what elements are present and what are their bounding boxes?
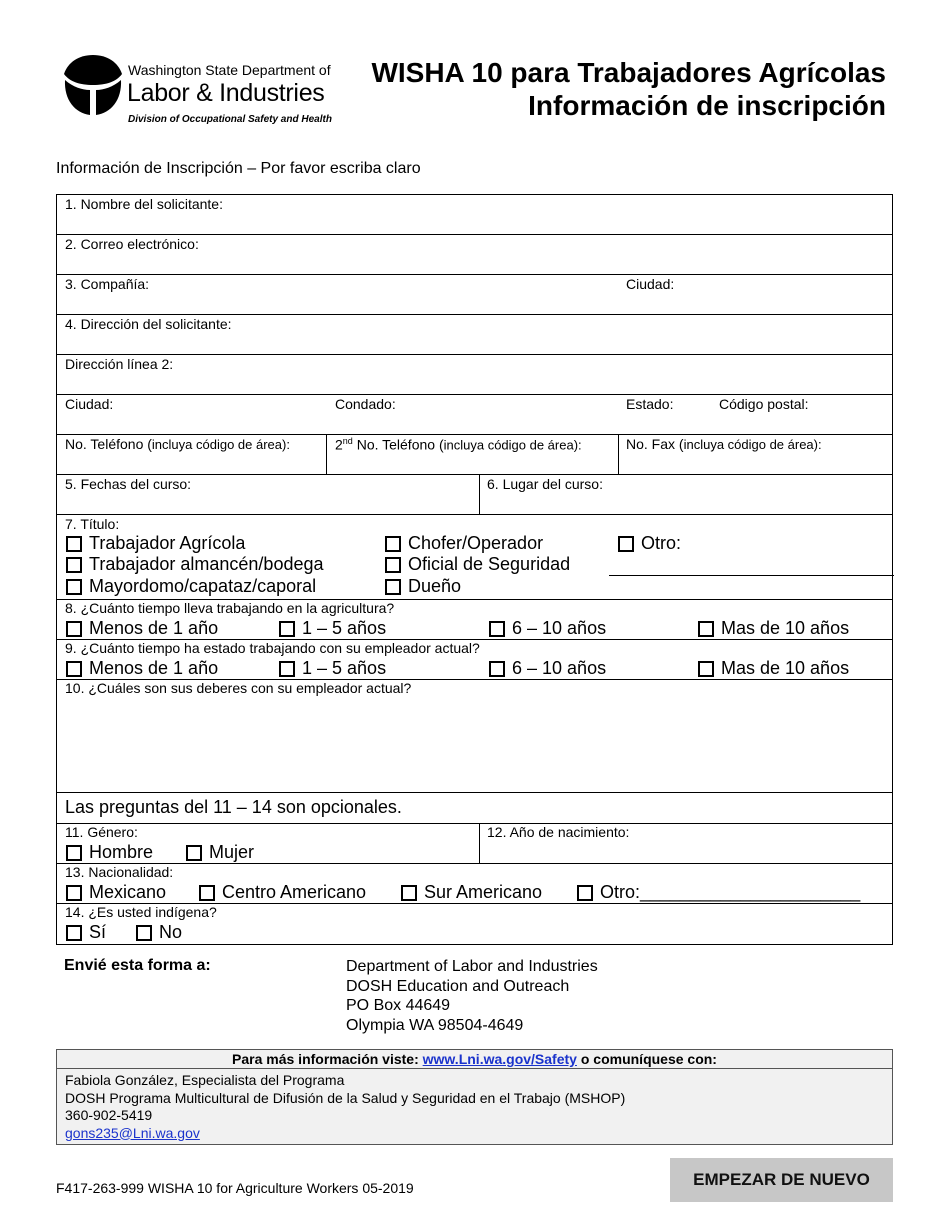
checkbox[interactable] — [66, 661, 82, 677]
checkbox[interactable] — [136, 925, 152, 941]
send-to-label: Envié esta forma a: — [64, 957, 211, 974]
q13-option-other[interactable] — [577, 882, 860, 903]
option-label: Otro:______________________ — [600, 882, 861, 902]
checkbox[interactable] — [199, 885, 215, 901]
q14-option-yes[interactable] — [66, 922, 106, 943]
q9-option-2[interactable] — [279, 658, 386, 679]
option-label: Sí — [89, 922, 107, 942]
option-label: Trabajador almancén/bodega — [89, 554, 324, 574]
q7-option-safety-officer[interactable] — [385, 554, 570, 575]
q7-option-owner[interactable] — [385, 576, 461, 597]
city-label: Ciudad: — [65, 396, 114, 412]
other-underline[interactable] — [609, 575, 894, 576]
q7-option-warehouse[interactable] — [66, 554, 324, 575]
optional-note: Las preguntas del 11 – 14 son opcionales. — [65, 797, 402, 817]
checkbox[interactable] — [489, 661, 505, 677]
contact-info-header — [57, 1050, 892, 1069]
row-q13 — [57, 864, 892, 904]
q9-option-3[interactable] — [489, 658, 606, 679]
q10-label: 10. ¿Cuáles son sus deberes con su empleador actual? — [65, 680, 412, 696]
checkbox[interactable] — [186, 845, 202, 861]
company-label: 3. Compañía: — [65, 276, 150, 292]
q8-option-3[interactable] — [489, 618, 606, 639]
address-line: Department of Labor and Industries — [346, 958, 598, 975]
phone2-prefix: 2 — [335, 436, 343, 453]
q14-label: 14. ¿Es usted indígena? — [65, 904, 217, 920]
divider — [479, 824, 480, 863]
option-label: 6 – 10 años — [512, 618, 607, 638]
mailing-address — [346, 957, 598, 1035]
contact-info-box — [56, 1049, 893, 1145]
checkbox[interactable] — [698, 661, 714, 677]
option-label: Otro: — [641, 533, 682, 553]
q7-option-foreman[interactable] — [66, 576, 316, 597]
q11-label: 11. Género: — [65, 824, 138, 840]
row-name[interactable] — [57, 195, 892, 235]
q13-label: 13. Nacionalidad: — [65, 864, 174, 880]
row-company[interactable] — [57, 275, 892, 315]
row-q7-title — [57, 515, 892, 600]
q12-label[interactable]: 12. Año de nacimiento: — [487, 824, 630, 840]
q13-option-central-american[interactable] — [199, 882, 366, 903]
contact-program: DOSH Programa Multicultural de Difusión de la Salud y Seguridad en el Trabajo (MSHOP) — [65, 1089, 626, 1106]
safety-website-link[interactable]: www.Lni.wa.gov/Safety — [422, 1051, 577, 1067]
checkbox[interactable] — [66, 885, 82, 901]
phone-label[interactable] — [65, 436, 290, 452]
info-head-suffix: o comuníquese con: — [576, 1051, 717, 1067]
option-label: Menos de 1 año — [89, 618, 219, 638]
fax-note: incluya código de área): — [683, 437, 822, 452]
q8-option-4[interactable] — [698, 618, 849, 639]
checkbox[interactable] — [279, 661, 295, 677]
email-label: 2. Correo electrónico: — [65, 236, 199, 252]
fax-main: No. Fax ( — [626, 436, 684, 452]
row-city[interactable] — [57, 395, 892, 435]
company-city-label: Ciudad: — [626, 276, 675, 292]
logo-line-1: Washington State Department of — [128, 62, 331, 78]
phone2-label[interactable] — [335, 436, 582, 453]
checkbox[interactable] — [66, 925, 82, 941]
row-email[interactable] — [57, 235, 892, 275]
title-line-1: WISHA 10 para Trabajadores Agrícolas — [371, 57, 886, 88]
logo-emblem-icon — [62, 54, 124, 116]
option-label: No — [159, 922, 183, 942]
q9-label: 9. ¿Cuánto tiempo ha estado trabajando con su empleador actual? — [65, 640, 480, 656]
checkbox[interactable] — [385, 536, 401, 552]
address2-label: Dirección línea 2: — [65, 356, 174, 372]
q13-option-south-american[interactable] — [401, 882, 542, 903]
checkbox[interactable] — [618, 536, 634, 552]
county-label: Condado: — [335, 396, 396, 412]
address-line: PO Box 44649 — [346, 997, 451, 1014]
divider — [618, 435, 619, 474]
phone2-note: incluya código de área): — [443, 437, 582, 453]
row-address[interactable] — [57, 315, 892, 355]
option-label: 1 – 5 años — [302, 658, 387, 678]
zip-label: Código postal: — [719, 396, 809, 412]
page-title — [326, 56, 886, 122]
checkbox[interactable] — [66, 579, 82, 595]
option-label: Dueño — [408, 576, 462, 596]
q11-option-male[interactable] — [66, 842, 153, 863]
option-label: Trabajador Agrícola — [89, 533, 246, 553]
checkbox[interactable] — [385, 557, 401, 573]
checkbox[interactable] — [66, 536, 82, 552]
registration-form — [56, 194, 893, 945]
fax-label[interactable] — [626, 436, 822, 452]
checkbox[interactable] — [698, 621, 714, 637]
q8-option-2[interactable] — [279, 618, 386, 639]
option-label: Mas de 10 años — [721, 618, 850, 638]
contact-name: Fabiola González, Especialista del Programa — [65, 1072, 345, 1088]
checkbox[interactable] — [66, 557, 82, 573]
option-label: Menos de 1 año — [89, 658, 219, 678]
title-line-2: Información de inscripción — [528, 90, 886, 121]
q7-option-driver[interactable] — [385, 533, 543, 554]
divider — [326, 435, 327, 474]
row-address-2[interactable] — [57, 355, 892, 395]
option-label: Mayordomo/capataz/caporal — [89, 576, 317, 596]
q7-option-farmworker[interactable] — [66, 533, 245, 554]
row-q10-duties[interactable] — [57, 680, 892, 793]
logo-line-2: Labor & Industries — [127, 79, 325, 107]
q9-option-4[interactable] — [698, 658, 849, 679]
checkbox[interactable] — [385, 579, 401, 595]
option-label: Oficial de Seguridad — [408, 554, 571, 574]
row-q8 — [57, 600, 892, 640]
agency-logo — [62, 54, 332, 128]
state-label: Estado: — [626, 396, 674, 412]
row-q14 — [57, 904, 892, 944]
row-phones — [57, 435, 892, 475]
option-label: Mujer — [209, 842, 255, 862]
contact-phone: 360-902-5419 — [65, 1107, 153, 1123]
info-head-prefix: Para más información viste: — [232, 1051, 423, 1067]
course-dates-label[interactable]: 5. Fechas del curso: — [65, 476, 192, 492]
checkbox[interactable] — [577, 885, 593, 901]
row-q9 — [57, 640, 892, 680]
row-q11-q12 — [57, 824, 892, 864]
phone2-main: No. Teléfono ( — [352, 436, 444, 453]
q7-label: 7. Título: — [65, 516, 120, 532]
course-place-label[interactable]: 6. Lugar del curso: — [487, 476, 603, 492]
contact-email-link[interactable]: gons235@Lni.wa.gov — [65, 1124, 200, 1141]
checkbox[interactable] — [489, 621, 505, 637]
option-label: 6 – 10 años — [512, 658, 607, 678]
option-label: Chofer/Operador — [408, 533, 544, 553]
q8-label: 8. ¿Cuánto tiempo lleva trabajando en la agricultura? — [65, 600, 395, 616]
form-id: F417-263-999 WISHA 10 for Agriculture Workers 05-2019 — [56, 1180, 414, 1196]
checkbox[interactable] — [66, 621, 82, 637]
q9-option-1[interactable] — [66, 658, 218, 679]
q8-option-1[interactable] — [66, 618, 218, 639]
divider — [479, 475, 480, 514]
option-label: Hombre — [89, 842, 154, 862]
q13-option-mexican[interactable] — [66, 882, 166, 903]
phone-main: No. Teléfono ( — [65, 436, 152, 452]
checkbox[interactable] — [66, 845, 82, 861]
phone2-sup: nd — [342, 436, 353, 446]
q11-option-female[interactable] — [186, 842, 254, 863]
phone-note: incluya código de área): — [151, 437, 290, 452]
row-course — [57, 475, 892, 515]
address-label: 4. Dirección del solicitante: — [65, 316, 232, 332]
checkbox[interactable] — [401, 885, 417, 901]
address-line: Olympia WA 98504-4649 — [346, 1016, 524, 1034]
checkbox[interactable] — [279, 621, 295, 637]
option-label: Mexicano — [89, 882, 167, 902]
name-label: 1. Nombre del solicitante: — [65, 196, 223, 212]
q14-option-no[interactable] — [136, 922, 182, 943]
option-label: Centro Americano — [222, 882, 367, 902]
contact-info-body — [57, 1069, 892, 1144]
row-optional-note — [57, 793, 892, 824]
intro-text: Información de Inscripción – Por favor escriba claro — [56, 160, 421, 177]
logo-line-3: Division of Occupational Safety and Health — [128, 114, 332, 125]
reset-form-button[interactable]: EMPEZAR DE NUEVO — [670, 1158, 893, 1202]
address-line: DOSH Education and Outreach — [346, 977, 570, 995]
q7-option-other[interactable] — [618, 533, 681, 554]
option-label: Mas de 10 años — [721, 658, 850, 678]
option-label: 1 – 5 años — [302, 618, 387, 638]
option-label: Sur Americano — [424, 882, 543, 902]
